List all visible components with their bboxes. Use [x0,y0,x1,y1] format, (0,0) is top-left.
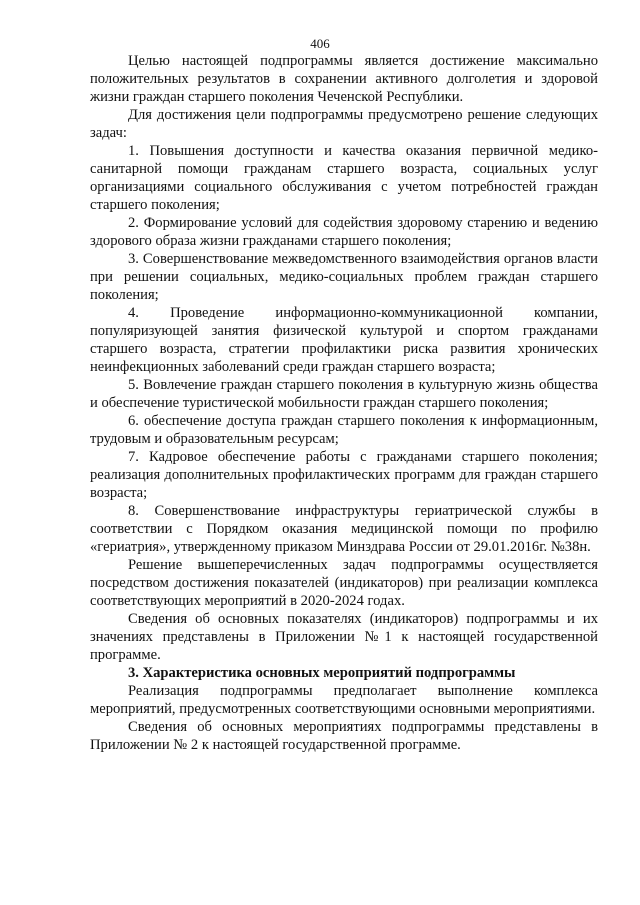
paragraph-solution: Решение вышеперечисленных задач подпрограммы осуществляется посредством достижения показателей (индикаторов) при реализации комплекса соответствующих мероприятий в 2020-2024 годах. [90,557,598,609]
task-item-8: 8. Совершенствование инфраструктуры гериатрической службы в соответствии с Порядком оказания медицинской помощи по профилю «гериатрия», утвержденному приказом Минздрава России от 29.01.2016г. №38н. [90,503,598,555]
paragraph-indicators: Сведения об основных показателях (индикаторов) подпрограммы и их значениях представлены в Приложении №1 к настоящей государственной программе. [90,611,598,663]
task-item-6: 6. обеспечение доступа граждан старшего поколения к информационным, трудовым и образовательным ресурсам; [90,413,598,447]
task-item-4: 4. Проведение информационно-коммуникационной компании, популяризующей занятия физической культурой и спортом гражданами старшего возраста, стратегии профилактики риска развития хронических неинфекционных заболеваний среди граждан старшего возраста; [90,305,598,375]
paragraph-goal: Целью настоящей подпрограммы является достижение максимально положительных результатов в сохранении активного долголетия и здоровой жизни граждан старшего поколения Чеченской Республики. [90,53,598,105]
paragraph-tasks-intro: Для достижения цели подпрограммы предусмотрено решение следующих задач: [90,107,598,141]
task-item-3: 3. Совершенствование межведомственного взаимодействия органов власти при решении социальных, медико-социальных проблем граждан старшего поколения; [90,251,598,303]
paragraph-implementation: Реализация подпрограммы предполагает выполнение комплекса мероприятий, предусмотренных соответствующими основными мероприятиями. [90,683,598,717]
paragraph-measures-info: Сведения об основных мероприятиях подпрограммы представлены в Приложении № 2 к настоящей государственной программе. [90,719,598,753]
task-item-1: 1. Повышения доступности и качества оказания первичной медико-санитарной помощи гражданам старшего возраста, социальных услуг организациями социального обслуживания с учетом потребностей граждан старшего поколения; [90,143,598,213]
page-number: 406 [310,36,330,51]
task-item-2: 2. Формирование условий для содействия здоровому старению и ведению здорового образа жизни гражданами старшего поколения; [90,215,598,249]
task-item-7: 7. Кадровое обеспечение работы с гражданами старшего поколения; реализация дополнительных профилактических программ для граждан старшего возраста; [90,449,598,501]
task-item-5: 5. Вовлечение граждан старшего поколения в культурную жизнь общества и обеспечение туристической мобильности граждан старшего поколения; [90,377,598,411]
document-body [90,52,598,754]
section-heading: 3. Характеристика основных мероприятий подпрограммы [128,665,516,681]
